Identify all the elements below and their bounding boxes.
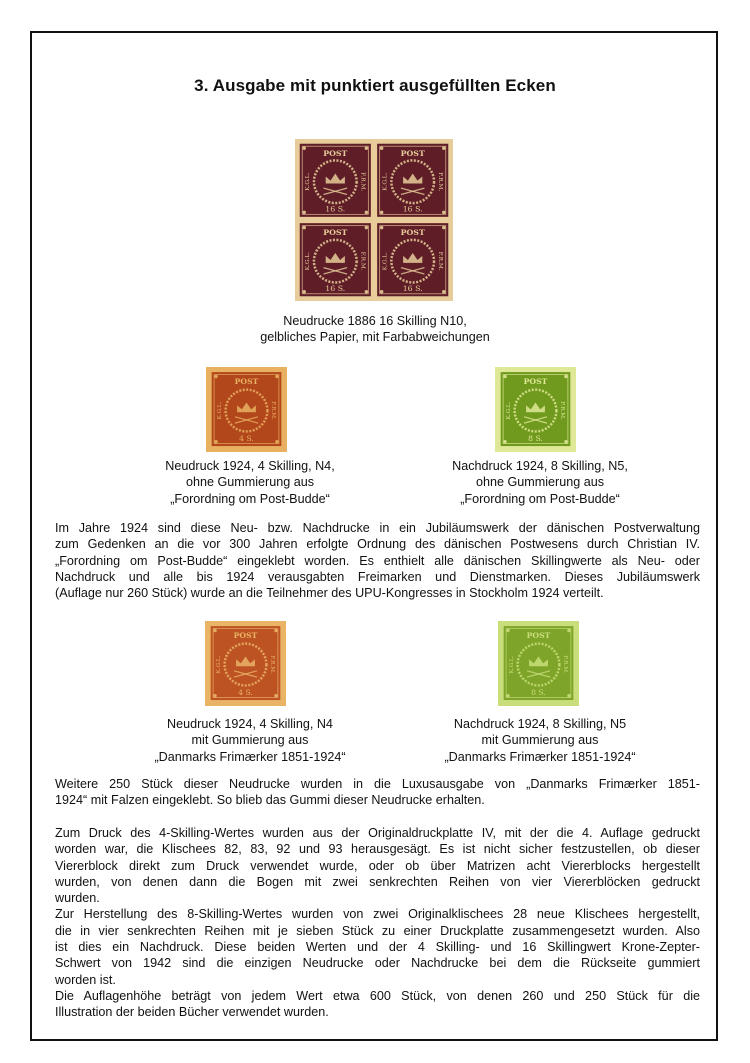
stamp-post-label: POST bbox=[233, 630, 258, 640]
stamp bbox=[211, 626, 281, 700]
stamp bbox=[300, 144, 371, 217]
stamp-block-of-four bbox=[295, 139, 453, 301]
block-caption-line: Neudrucke 1886 16 Skilling N10, bbox=[283, 314, 467, 328]
stamp-side-label: F.R.M. bbox=[562, 655, 569, 674]
text-line: Nachdruck und alle bis 1924 verausgabten Freimarken und Dienstmarken. Dieses Jubiläumswerk bbox=[55, 569, 700, 584]
caption-line: „Forordning om Post-Budde“ bbox=[460, 491, 620, 506]
caption-line: Neudruck 1924, 4 Skilling, N4 bbox=[167, 717, 333, 731]
stamp bbox=[300, 223, 371, 296]
caption-line: mit Gummierung aus bbox=[481, 733, 599, 748]
text-line: wurden. bbox=[55, 891, 100, 906]
stamp bbox=[377, 223, 448, 296]
text-line: ist dies ein Nachdruck. Diese beiden Werten und der 4 Skilling- und 16 Skillingwert Krone-Zepter- bbox=[55, 940, 700, 955]
stamp-post-label: POST bbox=[400, 148, 425, 158]
text-line: zum Gedenken an die vor 300 Jahren erfolgte Ordnung des dänischen Postwesens durch Christian IV. bbox=[55, 537, 700, 552]
stamp-post-label: POST bbox=[323, 228, 348, 238]
caption-line: „Danmarks Frimærker 1851-1924“ bbox=[154, 749, 346, 764]
paragraph-printing-details bbox=[55, 825, 700, 1021]
caption-line: „Forordning om Post-Budde“ bbox=[170, 491, 330, 506]
stamp-8-skilling-n5 bbox=[495, 367, 576, 452]
text-line: wurden, von denen dann die Bogen mit zwei senkrechten Reihen von vier Viererblöcken gedruckt bbox=[55, 874, 700, 889]
stamp bbox=[377, 144, 448, 217]
text-line: Zum Druck des 4-Skilling-Wertes wurden aus der Originaldruckplatte IV, mit der die 4. Auflage gedruckt bbox=[55, 826, 700, 840]
text-line: 1924“ mit Falzen eingeklebt. So blieb das Gummi dieser Neudrucke erhalten. bbox=[55, 793, 485, 808]
stamp-side-label: K.G.L. bbox=[505, 401, 512, 420]
caption-line: „Danmarks Frimærker 1851-1924“ bbox=[444, 749, 636, 764]
text-line: Schwert von 1942 sind die einzigen Neudrucke oder Nachdrucke bei dem die Rückseite gummiert bbox=[55, 956, 700, 971]
text-line: „Forordning om Post-Budde“ eingeklebt worden. Es enthielt alle dänischen Skillingwerte als Neu- oder bbox=[55, 553, 700, 568]
text-line: Die Auflagenhöhe beträgt von jedem Wert etwa 600 Stück, von denen 260 und 250 Stück für die bbox=[55, 988, 700, 1003]
stamp-value-label: 16 S. bbox=[325, 204, 346, 214]
stamp-post-label: POST bbox=[323, 148, 348, 158]
stamp-side-label: K.G.L. bbox=[216, 401, 223, 420]
stamp-side-label: F.R.M. bbox=[436, 172, 443, 192]
stamp-value-label: 4 S. bbox=[239, 433, 254, 443]
stamp-side-label: K.G.L. bbox=[382, 172, 389, 191]
stamp-value-label: 8 S. bbox=[528, 433, 543, 443]
stamp-side-label: F.R.M. bbox=[359, 251, 366, 271]
caption-line: mit Gummierung aus bbox=[191, 733, 309, 748]
stamp bbox=[212, 372, 282, 446]
stamp-side-label: K.G.L. bbox=[215, 655, 222, 674]
stamp-value-label: 16 S. bbox=[402, 283, 423, 293]
row1-left-caption bbox=[120, 458, 380, 507]
stamp-value-label: 16 S. bbox=[402, 204, 423, 214]
caption-line: Nachdruck 1924, 8 Skilling, N5, bbox=[452, 459, 628, 473]
stamp-side-label: K.G.L. bbox=[508, 655, 515, 674]
stamp-side-label: K.G.L. bbox=[305, 252, 312, 271]
text-line: worden ist. bbox=[55, 972, 116, 987]
stamp-side-label: F.R.M. bbox=[269, 655, 276, 674]
text-line: (Auflage nur 260 Stück) wurde an die Teilnehmer des UPU-Kongresses in Stockholm 1924 verteilt. bbox=[55, 586, 604, 601]
caption-line: ohne Gummierung aus bbox=[475, 475, 605, 490]
caption-line: ohne Gummierung aus bbox=[185, 475, 315, 490]
stamp-8-skilling-n5-gummed bbox=[498, 621, 579, 706]
text-line: Viererblock direkt zum Druck verwendet wurde, oder ob über Matrizen acht Viererblocks hergestellt bbox=[55, 858, 700, 873]
block-caption bbox=[0, 313, 750, 346]
stamp bbox=[504, 626, 574, 700]
stamp-side-label: F.R.M. bbox=[559, 401, 566, 420]
text-line: Im Jahre 1924 sind diese Neu- bzw. Nachdrucke in ein Jubiläumswerk der dänischen Postverwaltung bbox=[55, 521, 700, 535]
stamp-4-skilling-n4-gummed bbox=[205, 621, 286, 706]
caption-line: Neudruck 1924, 4 Skilling, N4, bbox=[165, 459, 335, 473]
row2-right-caption bbox=[405, 716, 675, 765]
paragraph-luxury-edition bbox=[55, 776, 700, 809]
stamp-post-label: POST bbox=[400, 228, 425, 238]
stamp-side-label: K.G.L. bbox=[382, 252, 389, 271]
stamp-side-label: F.R.M. bbox=[359, 172, 366, 192]
stamp-value-label: 8 S. bbox=[531, 687, 546, 697]
stamp-value-label: 4 S. bbox=[238, 687, 253, 697]
text-line: die in vier senkrechten Reihen mit je sieben Stück zu einer Druckplatte zusammengesetzt wurden. Also bbox=[55, 923, 700, 938]
caption-line: Nachdruck 1924, 8 Skilling, N5 bbox=[453, 717, 627, 731]
stamp-side-label: F.R.M. bbox=[270, 401, 277, 420]
page-title: 3. Ausgabe mit punktiert ausgefüllten Ecken bbox=[194, 76, 556, 95]
stamp-post-label: POST bbox=[526, 630, 551, 640]
stamp-value-label: 16 S. bbox=[325, 283, 346, 293]
text-line: Illustration der beiden Bücher verwendet wurden. bbox=[55, 1005, 329, 1020]
text-line: worden war, die Klischees 82, 83, 92 und 93 herausgesägt. Es ist nicht sicher festzustellen, ob dieser bbox=[55, 842, 700, 857]
text-line: Weitere 250 Stück dieser Neudrucke wurden in die Luxusausgabe von „Danmarks Frimærker 1851- bbox=[55, 777, 700, 791]
text-line: Zur Herstellung des 8-Skilling-Wertes wurden von zwei Originalklischees 28 neue Klischees hergestellt, bbox=[55, 907, 700, 922]
stamp-post-label: POST bbox=[523, 376, 548, 386]
stamp-side-label: F.R.M. bbox=[436, 251, 443, 271]
stamp-4-skilling-n4 bbox=[206, 367, 287, 452]
paragraph-jubilee-work bbox=[55, 520, 700, 601]
stamp bbox=[501, 372, 571, 446]
row1-right-caption bbox=[405, 458, 675, 507]
stamp-side-label: K.G.L. bbox=[305, 172, 312, 191]
block-caption-line: gelbliches Papier, mit Farbabweichungen bbox=[260, 330, 490, 345]
stamp-post-label: POST bbox=[234, 376, 259, 386]
row2-left-caption bbox=[120, 716, 380, 765]
